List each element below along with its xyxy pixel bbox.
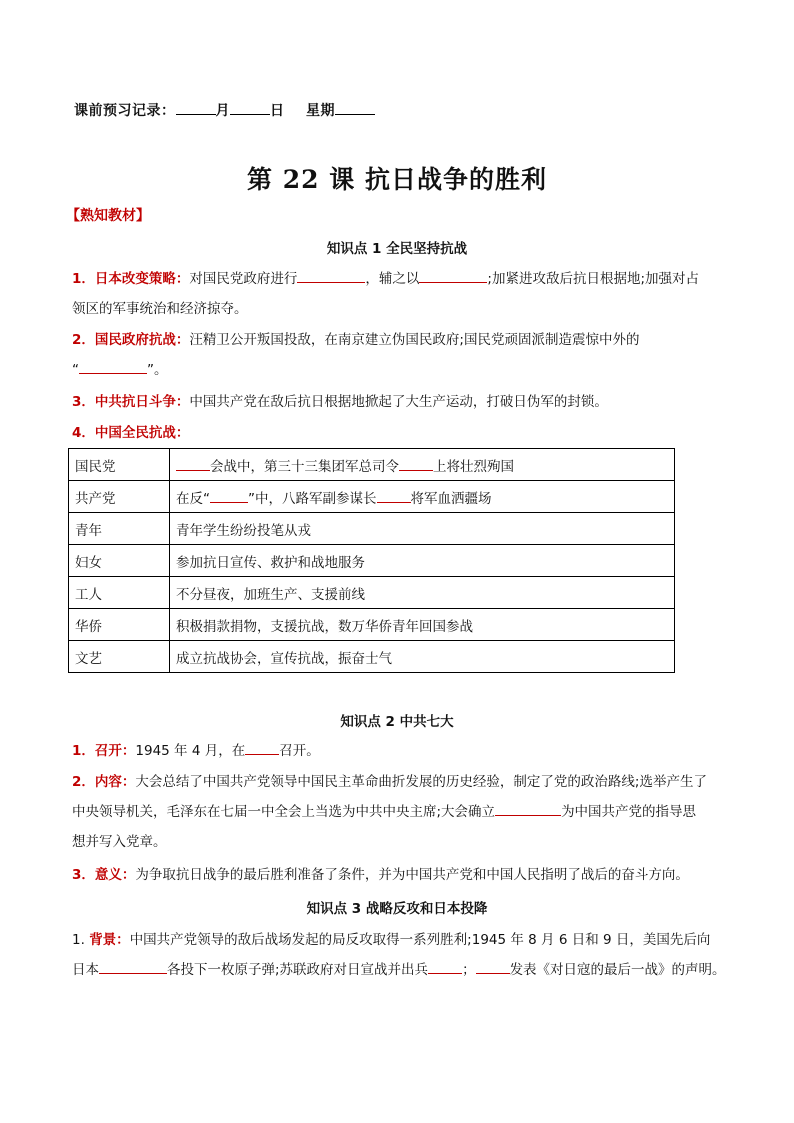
content-cell: 成立抗战协会，宣传抗战，振奋士气 (170, 641, 675, 673)
kp1-title: 知识点 1 全民坚持抗战 (326, 241, 468, 257)
item-number: 3． (72, 867, 95, 883)
content-cell: 参加抗日宣传、救护和战地服务 (170, 545, 675, 577)
kp3-item-1 (72, 925, 732, 985)
fill-blank[interactable] (210, 488, 248, 503)
fill-blank[interactable] (428, 959, 462, 974)
kp1-item-3 (72, 387, 732, 417)
month-label: 月 (215, 103, 230, 119)
item-label: 中国全民抗战： (94, 425, 190, 441)
item-label: 内容： (94, 774, 136, 790)
item-text: 汪精卫公开叛国投敌，在南京建立伪国民政府;国民党顽固派制造震惊中外的 (189, 332, 640, 348)
weekday-label: 星期 (306, 103, 335, 119)
resistance-table (68, 448, 675, 673)
table-row (69, 641, 675, 673)
lesson-title: 第 22 课 抗日战争的胜利 (247, 165, 547, 194)
item-number: 2． (72, 774, 95, 790)
section-tag: 【熟知教材】 (66, 208, 150, 224)
item-number: 4． (72, 425, 95, 441)
month-blank[interactable] (176, 100, 216, 115)
fill-blank[interactable] (245, 740, 279, 755)
item-label: 日本改变策略： (94, 271, 190, 287)
day-blank[interactable] (230, 100, 270, 115)
fill-blank[interactable] (176, 456, 210, 471)
item-text: 想并写入党章。 (72, 834, 167, 850)
content-cell: 在反“ ”中，八路军副参谋长 将军血洒疆场 (170, 481, 675, 513)
weekday-blank[interactable] (335, 100, 375, 115)
fill-blank[interactable] (419, 268, 487, 283)
item-label: 召开： (94, 743, 136, 759)
fill-blank[interactable] (399, 456, 433, 471)
table-row (69, 449, 675, 481)
item-text: 对国民党政府进行 (189, 271, 298, 287)
item-text: ； (462, 962, 476, 978)
item-number: 3． (72, 394, 95, 410)
item-text: ;加紧进攻敌后抗日根据地;加强对占 (487, 271, 700, 287)
item-text: ，辅之以 (365, 271, 420, 287)
item-number: 1． (72, 743, 95, 759)
group-cell: 文艺 (69, 641, 170, 673)
table-row (69, 609, 675, 641)
group-cell: 妇女 (69, 545, 170, 577)
item-number: 1． (72, 271, 95, 287)
fill-blank[interactable] (297, 268, 365, 283)
fill-blank[interactable] (476, 959, 510, 974)
table-row (69, 513, 675, 545)
table-row (69, 481, 675, 513)
day-label: 日 (270, 103, 285, 119)
item-text: 中国共产党领导的敌后战场发起的局反攻取得一系列胜利;1945 年 8 月 6 日和 9 日，美国先后向 (129, 932, 711, 948)
kp1-item-4 (72, 418, 732, 448)
content-cell: 积极捐款捐物，支援抗战，数万华侨青年回国参战 (170, 609, 675, 641)
item-label: 意义： (94, 867, 136, 883)
kp2-item-2 (72, 767, 732, 857)
item-number: 2． (72, 332, 95, 348)
item-label: 国民政府抗战： (94, 332, 190, 348)
item-text: 日本 (72, 962, 99, 978)
group-cell: 工人 (69, 577, 170, 609)
kp1-item-1 (72, 264, 732, 324)
table-row (69, 545, 675, 577)
item-text: 中国共产党在敌后抗日根据地掀起了大生产运动，打破日伪军的封锁。 (189, 394, 608, 410)
table-row (69, 577, 675, 609)
group-cell: 国民党 (69, 449, 170, 481)
item-text: 为争取抗日战争的最后胜利准备了条件，并为中国共产党和中国人民指明了战后的奋斗方向。 (135, 867, 689, 883)
item-label: 背景： (89, 932, 130, 948)
preview-record-label: 课前预习记录： (74, 103, 176, 119)
kp3-title: 知识点 3 战略反攻和日本投降 (306, 901, 488, 917)
item-text: 为中国共产党的指导思 (561, 804, 697, 820)
item-text: “ (72, 362, 79, 378)
item-text: 中央领导机关，毛泽东在七届一中全会上当选为中共中央主席;大会确立 (72, 804, 496, 820)
content-cell: 不分昼夜，加班生产、支援前线 (170, 577, 675, 609)
preview-record (74, 100, 375, 120)
item-text: 领区的军事统治和经济掠夺。 (72, 301, 248, 317)
group-cell: 华侨 (69, 609, 170, 641)
item-text: 各投下一枚原子弹;苏联政府对日宣战并出兵 (167, 962, 429, 978)
fill-blank[interactable] (377, 488, 411, 503)
fill-blank[interactable] (79, 359, 147, 374)
item-number: 1. (72, 932, 85, 948)
item-text: 大会总结了中国共产党领导中国民主革命曲折发展的历史经验，制定了党的政治路线;选举产生了 (135, 774, 707, 790)
item-text: 召开。 (279, 743, 320, 759)
group-cell: 共产党 (69, 481, 170, 513)
group-cell: 青年 (69, 513, 170, 545)
content-cell: 会战中，第三十三集团军总司令 上将壮烈殉国 (170, 449, 675, 481)
fill-blank[interactable] (99, 959, 167, 974)
kp2-title: 知识点 2 中共七大 (340, 714, 454, 730)
item-text: 1945 年 4 月，在 (135, 743, 246, 759)
item-text: 发表《对日寇的最后一战》的声明。 (509, 962, 726, 978)
kp2-item-1 (72, 736, 732, 766)
content-cell: 青年学生纷纷投笔从戎 (170, 513, 675, 545)
item-label: 中共抗日斗争： (94, 394, 190, 410)
kp2-item-3 (72, 860, 732, 890)
fill-blank[interactable] (495, 801, 561, 816)
kp1-item-2 (72, 325, 732, 385)
item-text: ”。 (147, 362, 168, 378)
